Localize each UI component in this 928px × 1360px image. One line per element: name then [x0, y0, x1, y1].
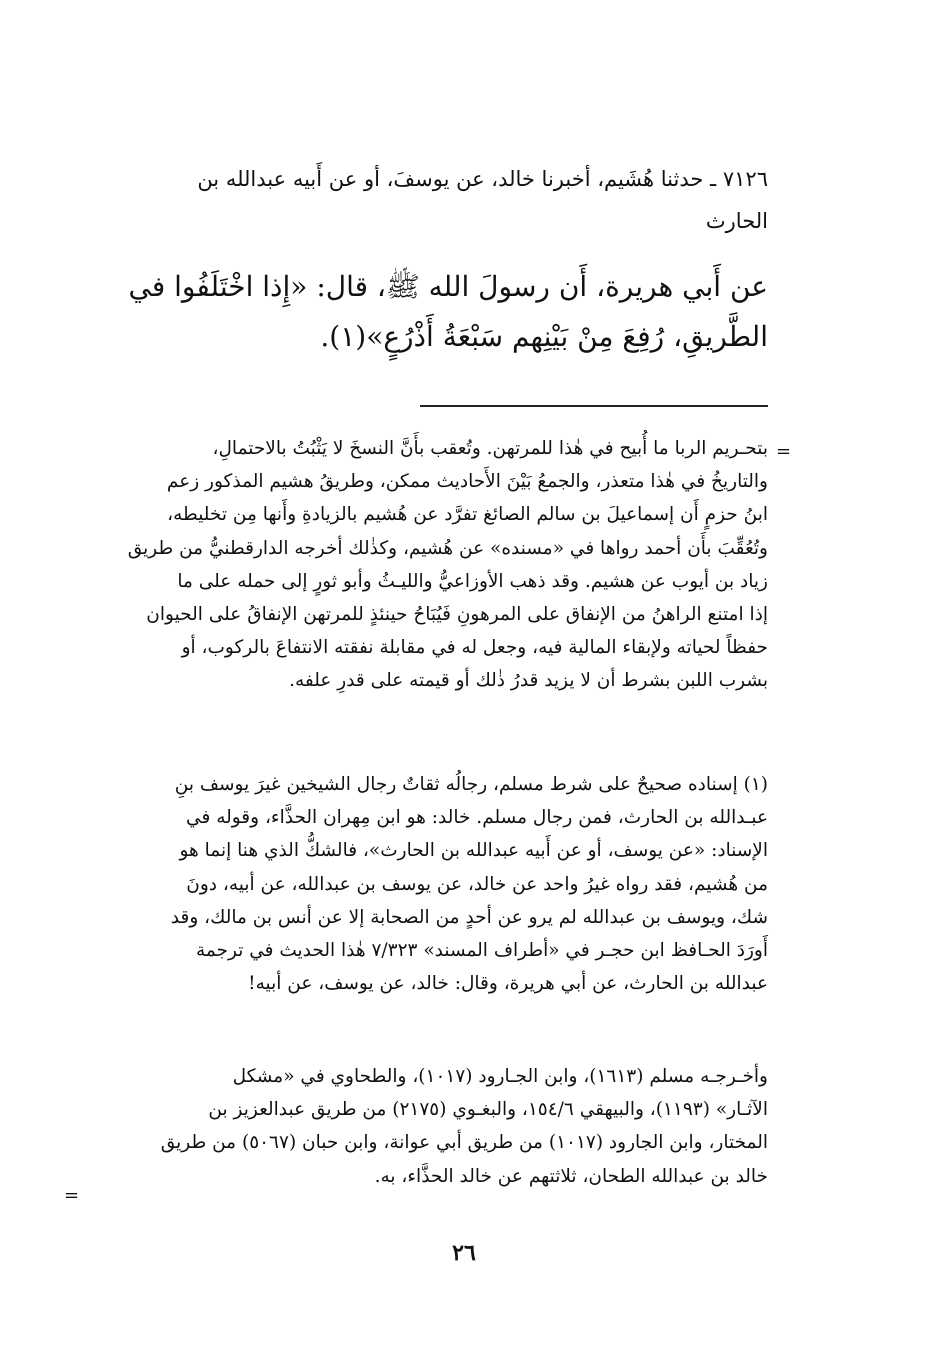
page-number: ٢٦ [452, 1240, 476, 1266]
footnote-line: عبدالله بن الحارث، عن أبي هريرة، وقال: خالد، عن يوسف، عن أبيه! [248, 973, 768, 995]
footnote-line: (١) إسناده صحيحٌ على شرط مسلم، رجالُه ثقاتٌ رجال الشيخين غيرَ يوسف بنِ [174, 774, 768, 795]
hadith-sanad [72, 158, 768, 242]
footnote-line: خالد بن عبدالله الطحان، ثلاثتهم عن خالد الحذَّاء، به. [374, 1165, 768, 1187]
footnote-separator [420, 405, 768, 407]
footnote-line: من هُشيم، فقد رواه غيرُ واحد عن خالد، عن يوسف بن عبدالله، عن أبيه، دونَ [186, 873, 768, 895]
matn-line: عن أَبي هريرة، أَن رسولَ الله ﷺ، قال: «إِذا اخْتَلَفُوا في [128, 270, 768, 303]
footnote-line: المختار، وابن الجارود (١٠١٧) من طريق أبي عوانة، وابن حبان (٥٠٦٧) من طريق [160, 1132, 768, 1154]
footnote-1 [72, 768, 768, 1000]
hadith-matn [72, 262, 768, 362]
footnote-line: شك، ويوسف بن عبدالله لم يرو عن أحدٍ من الصحابة إلا عن أنس بن مالك، وقد [170, 906, 768, 928]
footnote-line: الإسناد: «عن يوسف، أو عن أَبيه عبدالله بن الحارث»، فالشكُّ الذي هنا إنما هو [179, 840, 768, 862]
footnote-line: ابنُ حزمٍ أَن إسماعيلَ بن سالم الصائغ تفرَّد عن هُشيم بالزيادةِ وأَنها مِن تخليطه، [167, 504, 768, 526]
footnote-line: بشرب اللبن بشرط أن لا يزيد قدرُ ذٰلك أو قيمته على قدرِ علفه. [289, 670, 768, 692]
sanad-line: الحارث [705, 209, 768, 233]
footnote-continuation [72, 432, 768, 698]
end-marker: = [64, 1185, 80, 1206]
continuation-marker: = [776, 441, 792, 462]
footnote-line: حفظاً لحياته ولإبقاء المالية فيه، وجعل له في مقابلة نفقته الانتفاعَ بالركوب، أو [181, 637, 768, 659]
footnote-line: أَورَدَ الحـافظ ابن حجـر في «أطراف المسند» ٧/٣٢٣ هٰذا الحديث في ترجمة [195, 940, 768, 962]
sanad-line: ٧١٢٦ ـ حدثنا هُشَيم، أخبرنا خالد، عن يوسفَ، أو عن أَبيه عبدالله بن [197, 167, 768, 191]
footnote-line: وأخـرجـه مسلم (١٦١٣)، وابن الجـارود (١٠١٧)، والطحاوي في «مشكل [232, 1066, 768, 1087]
footnote-line: عبـدالله بن الحارث، فمن رجال مسلم. خالد: هو ابن مِهران الحذَّاء، وقوله في [186, 807, 768, 829]
footnote-1-takhrij [72, 1060, 768, 1193]
matn-line: الطَّريقِ، رُفِعَ مِنْ بَيْنِهم سَبْعَةُ أَذْرُعٍ»(١). [320, 320, 768, 353]
footnote-line: وتُعُقِّبَ بأَن أحمد رواها في «مسنده» عن هُشيم، وكذٰلك أخرجه الدارقطنيُّ من طريق [127, 537, 768, 559]
footnote-line: الآثـار» (١١٩٣)، والبيهقي ١٥٤/٦، والبغـوي (٢١٧٥) من طريق عبدالعزيز بن [208, 1099, 768, 1121]
footnote-line: والتاريخُ في هٰذا متعذر، والجمعُ بَيْنَ الأَحاديث ممكن، وطريقُ هشيم المذكور زعم [166, 471, 768, 493]
footnote-line: بتحـريم الربا ما أُبيح في هٰذا للمرتهن. وتُعقب بأَنَّ النسخَ لا يَثْبُتُ بالاحتمالِ، [212, 438, 768, 459]
footnote-line: إذا امتنع الراهنُ من الإنفاق على المرهونِ فَيُبَاحُ حينئذٍ للمرتهن الإنفاقُ على الحيوان [146, 604, 768, 626]
footnote-line: زياد بن أيوب عن هشيم. وقد ذهب الأوزاعيُّ والليـثُ وأبو ثورٍ إلى حمله على ما [177, 570, 768, 592]
